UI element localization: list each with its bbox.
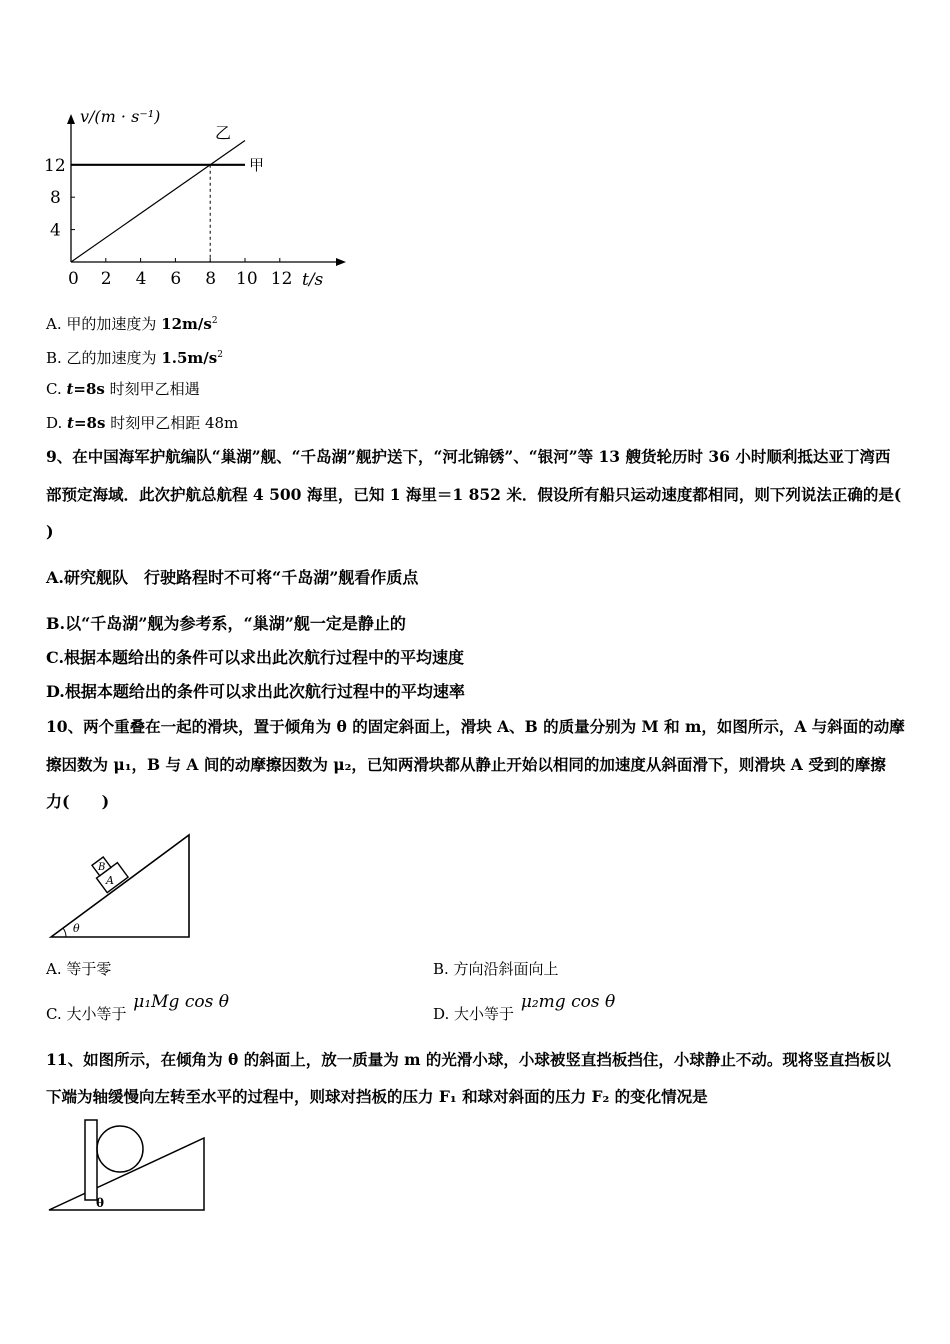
- q10-stem-line3: 力( ): [46, 792, 110, 811]
- x-tick-label: 8: [205, 269, 217, 289]
- incline-triangle: [49, 1138, 204, 1210]
- q11-stem-line1: 11、如图所示，在倾角为 θ 的斜面上，放一质量为 m 的光滑小球，小球被竖直挡板挡住，小球静止不动。现将竖直挡板以: [46, 1050, 891, 1069]
- x-tick-label: 4: [135, 269, 147, 289]
- q10-stem-line1: 10、两个重叠在一起的滑块，置于倾角为 θ 的固定斜面上，滑块 A、B 的质量分别为 M 和 m，如图所示，A 与斜面的动摩: [46, 717, 905, 736]
- velocity-time-chart: [40, 100, 360, 300]
- q8-option-a[interactable]: A. 甲的加速度为 $12m/s^2$: [46, 315, 218, 333]
- series-label-jia: 甲: [249, 155, 265, 174]
- q8-option-d[interactable]: D. t=8s 时刻甲乙相距 48m: [46, 414, 239, 432]
- y-tick-label: 12: [44, 155, 66, 176]
- vertical-baffle: [85, 1120, 97, 1200]
- series-line-yi: [71, 141, 245, 263]
- block-a-label: A: [106, 874, 114, 887]
- q9-option-b[interactable]: B.以“千岛湖”舰为参考系，“巢湖”舰一定是静止的: [46, 614, 406, 633]
- q9-stem-line3: ): [46, 522, 54, 541]
- q10-option-b[interactable]: B. 方向沿斜面向上: [433, 960, 559, 978]
- q9-option-d[interactable]: D.根据本题给出的条件可以求出此次航行过程中的平均速率: [46, 682, 465, 701]
- series-label-yi: 乙: [215, 123, 232, 143]
- q10-option-c-formula: μ₁Mg cos θ: [133, 992, 229, 1012]
- theta-label: θ: [73, 922, 80, 935]
- theta-arc: [63, 928, 66, 937]
- q10-option-d[interactable]: D. 大小等于 μ₂mg cos θ: [433, 992, 616, 1023]
- x-tick-label: 0: [68, 269, 79, 289]
- x-axis-arrow: [336, 258, 346, 266]
- q8-option-b[interactable]: B. 乙的加速度为 $1.5m/s^2$: [46, 349, 223, 367]
- q8-option-c[interactable]: C. t=8s 时刻甲乙相遇: [46, 380, 200, 398]
- q10-stem-line2: 擦因数为 μ₁，B 与 A 间的动摩擦因数为 μ₂，已知两滑块都从静止开始以相同的加速度从斜面滑下，则滑块 A 受到的摩擦: [46, 755, 886, 774]
- y-axis-label: v/(m · s⁻¹): [80, 107, 161, 126]
- y-tick-label: 4: [50, 220, 61, 241]
- q9-option-c[interactable]: C.根据本题给出的条件可以求出此次航行过程中的平均速度: [46, 648, 465, 667]
- q10-option-d-formula: μ₂mg cos θ: [520, 992, 616, 1012]
- incline-triangle: [51, 835, 189, 937]
- q9-stem-line2: 部预定海域．此次护航总航程 4 500 海里，已知 1 海里＝1 852 米．假设所有船只运动速度都相同，则下列说法正确的是(: [46, 485, 902, 504]
- y-tick-label: 8: [50, 188, 61, 209]
- q10-option-c[interactable]: C. 大小等于 μ₁Mg cos θ: [46, 992, 229, 1023]
- q9-stem-line1: 9、在中国海军护航编队“巢湖”舰、“千岛湖”舰护送下，“河北锦锈”、“银河”等 13 艘货轮历时 36 小时顺利抵达亚丁湾西: [46, 447, 891, 466]
- x-tick-label: 2: [100, 269, 112, 289]
- incline-blocks-figure: [48, 832, 194, 942]
- q11-stem-line2: 下端为轴缓慢向左转至水平的过程中，则球对挡板的压力 F₁ 和球对斜面的压力 F₂ 的变化情况是: [46, 1087, 708, 1106]
- ball-incline-figure: [46, 1115, 210, 1215]
- x-axis-label: t/s: [302, 270, 324, 290]
- block-b-label: B: [98, 862, 106, 873]
- smooth-ball: [97, 1126, 143, 1172]
- x-tick-label: 6: [170, 269, 182, 289]
- y-axis-arrow: [67, 114, 75, 124]
- theta-label: θ: [96, 1196, 105, 1210]
- x-tick-label: 10: [236, 269, 258, 289]
- x-tick-label: 12: [270, 269, 293, 289]
- q9-option-a[interactable]: A.研究舰队 行驶路程时不可将“千岛湖”舰看作质点: [46, 568, 419, 587]
- q10-option-a[interactable]: A. 等于零: [46, 960, 112, 978]
